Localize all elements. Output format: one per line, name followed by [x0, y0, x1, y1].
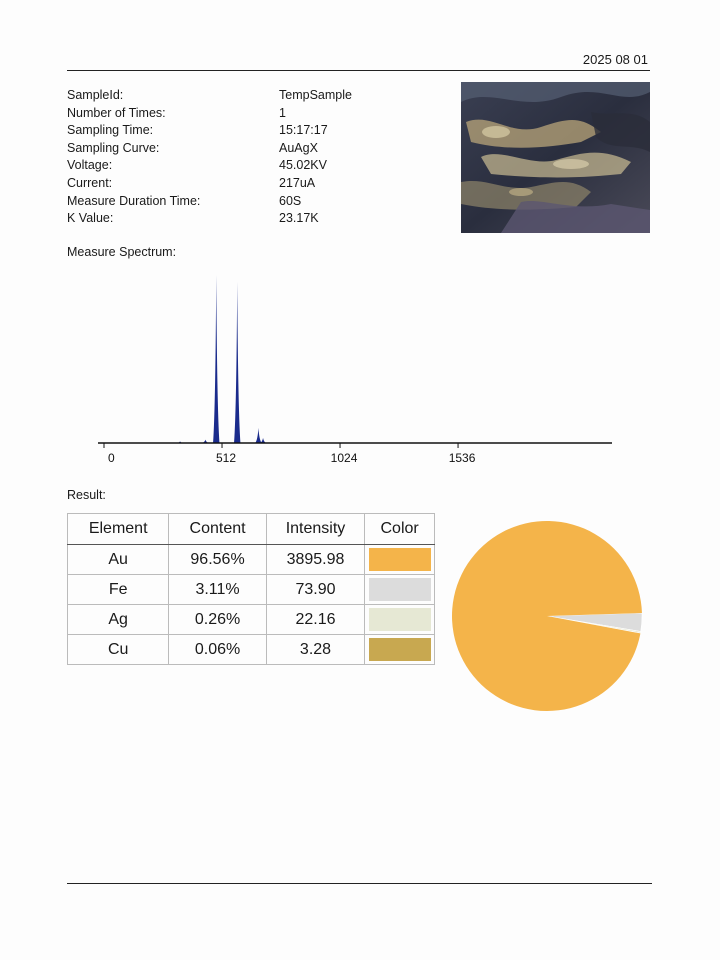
info-row-duration: [67, 193, 352, 211]
spectrum-peak: [234, 282, 240, 443]
info-value: 23.17K: [279, 211, 319, 226]
info-value: 1: [279, 105, 286, 120]
info-value: AuAgX: [279, 140, 318, 155]
column-header: Intensity: [266, 514, 365, 545]
spectrum-tick-label: 1024: [330, 451, 358, 465]
content-cell: 96.56%: [169, 545, 266, 575]
info-row-voltage: [67, 157, 352, 175]
color-cell: [365, 605, 435, 635]
header-divider: [67, 70, 650, 71]
intensity-cell: 73.90: [266, 575, 365, 605]
spectrum-tick-label: 0: [108, 451, 115, 465]
info-row-sampling-time: [67, 122, 352, 140]
color-cell: [365, 545, 435, 575]
info-row-current: [67, 175, 352, 193]
info-label: Measure Duration Time:: [67, 193, 201, 208]
spectrum-chart: [90, 265, 620, 470]
report-date: 2025 08 01: [582, 52, 648, 67]
element-cell: Fe: [68, 575, 169, 605]
table-header-row: [68, 514, 435, 545]
spectrum-tick-label: 1536: [448, 451, 476, 465]
spectrum-title: Measure Spectrum:: [67, 245, 177, 259]
spectrum-tick-label: 512: [216, 451, 237, 465]
sample-photo: [461, 82, 650, 233]
info-value: TempSample: [279, 88, 352, 102]
info-value: 45.02KV: [279, 158, 327, 173]
color-swatch: [369, 638, 431, 661]
content-cell: 0.06%: [169, 635, 266, 665]
element-cell: Cu: [68, 635, 169, 665]
table-row: [68, 545, 435, 575]
color-swatch: [369, 548, 431, 571]
composition-pie-chart: [450, 519, 644, 713]
intensity-cell: 3895.98: [266, 545, 365, 575]
element-cell: Ag: [68, 605, 169, 635]
color-cell: [365, 635, 435, 665]
info-value: 60S: [279, 193, 302, 208]
result-table: [67, 513, 435, 665]
table-row: [68, 575, 435, 605]
table-row: [68, 605, 435, 635]
info-row-sampling-curve: [67, 140, 352, 158]
color-swatch: [369, 608, 431, 631]
footer-divider: [67, 883, 652, 884]
info-label: Number of Times:: [67, 105, 166, 120]
table-row: [68, 635, 435, 665]
intensity-cell: 22.16: [266, 605, 365, 635]
intensity-cell: 3.28: [266, 635, 365, 665]
column-header: Color: [365, 514, 435, 545]
info-label: Sampling Curve:: [67, 140, 160, 155]
result-title: Result:: [67, 488, 106, 502]
info-label: Voltage:: [67, 158, 113, 173]
info-label: K Value:: [67, 211, 114, 226]
color-cell: [365, 575, 435, 605]
info-label: Current:: [67, 175, 113, 190]
spectrum-peak: [213, 275, 219, 443]
info-label: SampleId:: [67, 88, 124, 102]
spectrum-peak: [255, 428, 261, 443]
info-value: 217uA: [279, 175, 316, 190]
element-cell: Au: [68, 545, 169, 575]
info-row-sample-id: [67, 87, 352, 105]
content-cell: 3.11%: [169, 575, 266, 605]
info-value: 15:17:17: [279, 123, 328, 138]
info-label: Sampling Time:: [67, 123, 154, 138]
sample-info: [67, 87, 352, 228]
info-row-number-of-times: [67, 105, 352, 123]
content-cell: 0.26%: [169, 605, 266, 635]
column-header: Element: [68, 514, 169, 545]
info-row-k-value: [67, 210, 352, 228]
column-header: Content: [169, 514, 266, 545]
color-swatch: [369, 578, 431, 601]
